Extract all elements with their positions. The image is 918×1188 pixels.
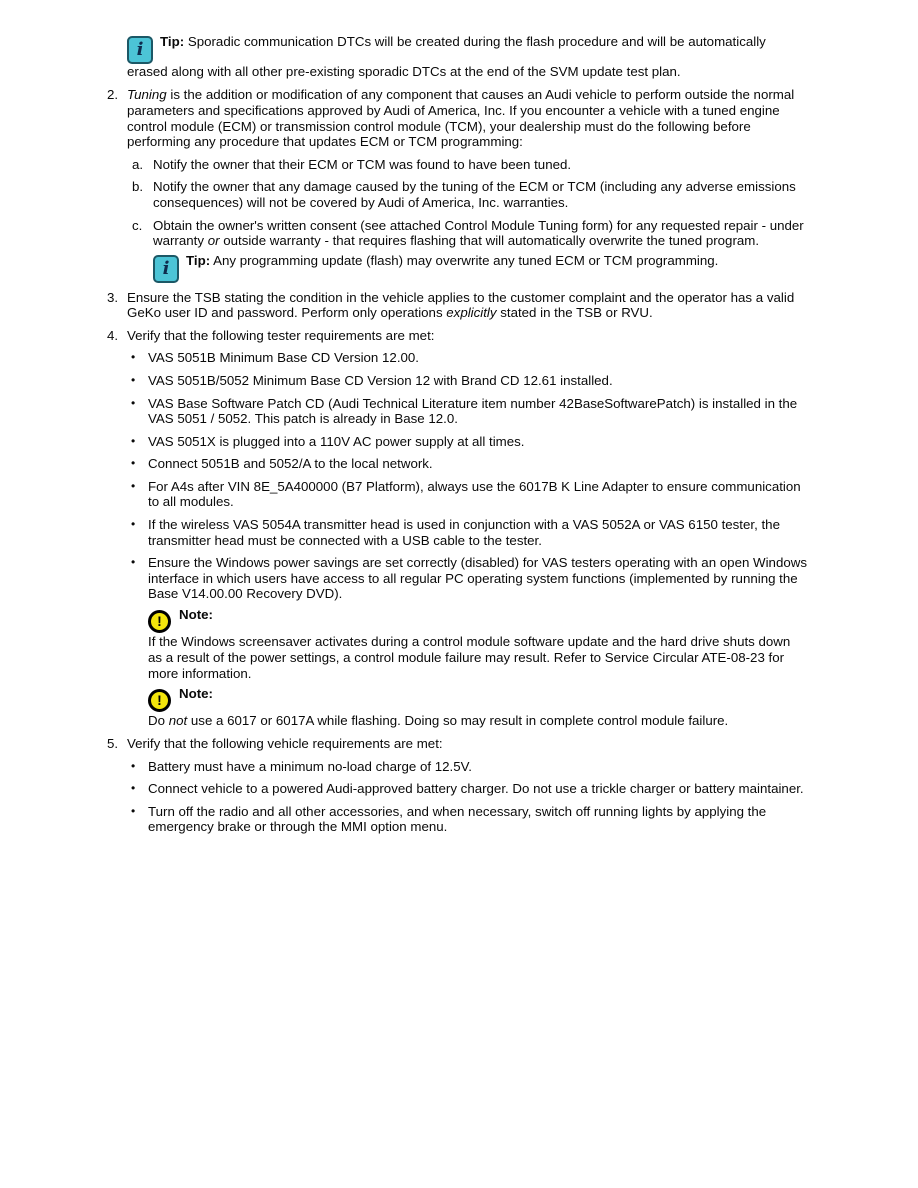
note-label: Note: bbox=[179, 686, 213, 702]
tip-text: Sporadic communication DTCs will be created during the flash procedure and will be automatically erased along with all other pre-existing sporadic DTCs at the end of the SVM update test plan. bbox=[127, 34, 766, 79]
bullet-marker: • bbox=[131, 350, 136, 365]
item-2-paragraph bbox=[127, 87, 808, 149]
sub-item-c-italic: or bbox=[207, 233, 220, 249]
bullet-text: If the wireless VAS 5054A transmitter head is used in conjunction with a VAS 5052A or VAS 6150 tester, the transmitter head must be connected with a USB cable to the tester. bbox=[148, 517, 780, 548]
warning-note-icon: ! bbox=[148, 610, 171, 633]
item-number: 5. bbox=[107, 736, 119, 751]
bullet-marker: • bbox=[131, 456, 136, 471]
info-tip-icon: i bbox=[153, 255, 179, 283]
sub-item-marker: a. bbox=[132, 156, 144, 172]
note-block-2 bbox=[148, 686, 808, 729]
tip-label: Tip: bbox=[186, 252, 211, 268]
item-number: 4. bbox=[107, 327, 119, 343]
numbered-item-3 bbox=[107, 290, 808, 321]
bullet-text: Turn off the radio and all other accessories, and when necessary, switch off running lights by applying the emergency brake or through the MMI option menu. bbox=[148, 803, 767, 835]
numbered-item-2 bbox=[107, 87, 808, 282]
sub-item-b-text: Notify the owner that any damage caused by the tuning of the ECM or TCM (including any adverse emissions consequences) will not be covered by Audi of America, Inc. warranties. bbox=[153, 179, 796, 210]
numbered-item-5 bbox=[107, 736, 808, 835]
bullet-item bbox=[131, 396, 808, 427]
bullet-text: Ensure the Windows power savings are set correctly (disabled) for VAS testers operating with an open Windows interface in which users have access to all regular PC operating system functions (implemented by running the Base V14.00.00 Recovery DVD). bbox=[148, 555, 807, 602]
bullet-marker: • bbox=[131, 781, 136, 796]
bullet-item bbox=[131, 555, 808, 602]
bullet-marker: • bbox=[131, 758, 136, 773]
bullet-item bbox=[131, 373, 808, 389]
bullet-text: VAS Base Software Patch CD (Audi Technical Literature item number 42BaseSoftwarePatch) is installed in the VAS 5051 / 5052. This patch is already in Base 12.0. bbox=[148, 395, 798, 427]
note-text bbox=[148, 713, 808, 729]
bullet-text: VAS 5051X is plugged into a 110V AC power supply at all times. bbox=[148, 433, 525, 449]
bullet-item bbox=[131, 759, 808, 775]
tip-block-inline bbox=[153, 253, 808, 283]
item-5-intro: Verify that the following vehicle requirements are met: bbox=[127, 736, 443, 751]
bullet-text: VAS 5051B Minimum Base CD Version 12.00. bbox=[148, 350, 419, 366]
bullet-item bbox=[131, 804, 808, 835]
sub-item-b bbox=[132, 179, 808, 210]
sub-item-c-post: outside warranty - that requires flashing that will automatically overwrite the tuned program. bbox=[219, 233, 760, 249]
item-3-post: stated in the TSB or RVU. bbox=[496, 305, 653, 321]
item-number: 2. bbox=[107, 87, 119, 103]
bullet-item bbox=[131, 781, 808, 797]
item-3-pre: Ensure the TSB stating the condition in the vehicle applies to the customer complaint and the operator has a valid GeKo user ID and password. Perform only operations bbox=[127, 289, 795, 321]
numbered-item-4 bbox=[107, 328, 808, 729]
note-text: If the Windows screensaver activates during a control module software update and the hard drive shuts down as a result of the power settings, a control module failure may result. Refer to Service Circular ATE-08-23 for more information. bbox=[148, 634, 791, 681]
bullet-text: Connect 5051B and 5052/A to the local network. bbox=[148, 456, 433, 472]
bullet-marker: • bbox=[131, 372, 136, 387]
sub-item-marker: b. bbox=[132, 179, 144, 195]
info-tip-icon: i bbox=[127, 36, 153, 64]
sub-item-a bbox=[132, 157, 808, 173]
item-2-italic-lead: Tuning bbox=[127, 87, 167, 103]
tip-block-top bbox=[127, 34, 808, 79]
bullet-item bbox=[131, 479, 808, 510]
bullet-text: For A4s after VIN 8E_5A400000 (B7 Platform), always use the 6017B K Line Adapter to ensure communication to all modules. bbox=[148, 478, 801, 510]
note-2-italic: not bbox=[168, 713, 188, 729]
bullet-marker: • bbox=[131, 395, 136, 410]
item-2-text: is the addition or modification of any component that causes an Audi vehicle to perform outside the normal parameters and specifications approved by Audi of America, Inc. If you encounter a vehicle with a tuned engine control module (ECM) or transmission control module (TCM), your dealership must do the following before performing any procedure that updates ECM or TCM programming: bbox=[127, 87, 795, 150]
bullet-item bbox=[131, 517, 808, 548]
tip-text: Any programming update (flash) may overwrite any tuned ECM or TCM programming. bbox=[210, 252, 719, 268]
bullet-item bbox=[131, 350, 808, 366]
bullet-item bbox=[131, 456, 808, 472]
sub-item-c bbox=[132, 218, 808, 249]
note-header bbox=[148, 686, 808, 712]
bullet-text: Connect vehicle to a powered Audi-approved battery charger. Do not use a trickle charger or battery maintainer. bbox=[148, 781, 804, 797]
bullet-text: VAS 5051B/5052 Minimum Base CD Version 12 with Brand CD 12.61 installed. bbox=[148, 372, 613, 388]
bullet-marker: • bbox=[131, 517, 136, 532]
sub-item-c-text bbox=[153, 218, 808, 249]
bullet-marker: • bbox=[131, 555, 136, 570]
bullet-item bbox=[131, 434, 808, 450]
item-number: 3. bbox=[107, 289, 119, 305]
sub-item-a-text: Notify the owner that their ECM or TCM was found to have been tuned. bbox=[153, 156, 572, 172]
sub-item-marker: c. bbox=[132, 217, 143, 233]
bullet-marker: • bbox=[131, 433, 136, 448]
item-3-italic: explicitly bbox=[446, 305, 497, 321]
item-3-paragraph bbox=[127, 290, 808, 321]
sub-item-c-pre: Obtain the owner's written consent (see attached Control Module Tuning form) for any requested repair - under warranty bbox=[153, 217, 804, 249]
warning-note-icon: ! bbox=[148, 689, 171, 712]
bullet-text: Battery must have a minimum no-load charge of 12.5V. bbox=[148, 758, 472, 774]
note-label: Note: bbox=[179, 607, 213, 623]
note-2-post: use a 6017 or 6017A while flashing. Doing so may result in complete control module failure. bbox=[187, 713, 729, 729]
note-2-pre: Do bbox=[148, 713, 169, 729]
bullet-marker: • bbox=[131, 803, 136, 818]
note-block-1 bbox=[148, 607, 808, 681]
tip-label: Tip: bbox=[160, 34, 185, 49]
bullet-marker: • bbox=[131, 478, 136, 493]
note-header bbox=[148, 607, 808, 633]
item-4-intro: Verify that the following tester requirements are met: bbox=[127, 327, 435, 343]
